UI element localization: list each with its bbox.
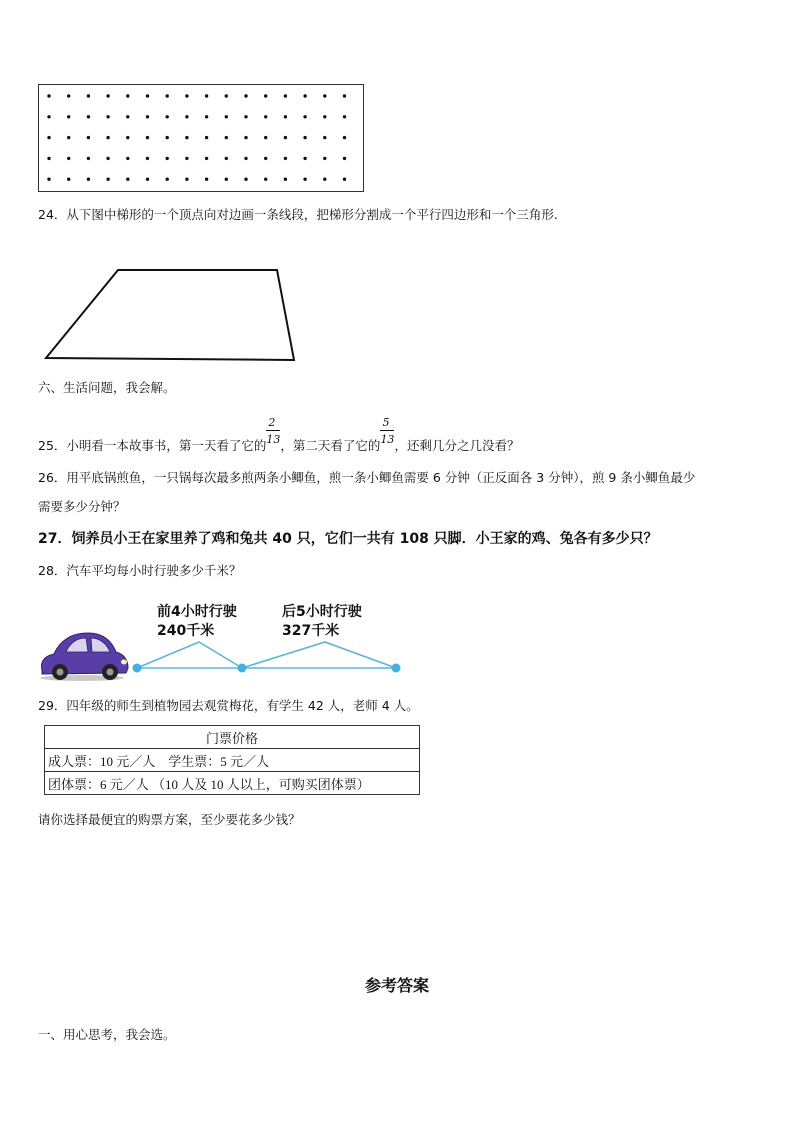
grid-dot	[185, 178, 188, 181]
answers-section-1: 一、用心思考，我会选。	[38, 1027, 176, 1042]
grid-dot	[166, 157, 169, 160]
grid-dot	[284, 94, 287, 97]
grid-dot	[225, 157, 228, 160]
question-24: 24．从下图中梯形的一个顶点向对边画一条线段，把梯形分割成一个平行四边形和一个三角形.	[38, 207, 558, 222]
fraction-numerator: 5	[382, 416, 390, 429]
route-label-text: 240千米	[157, 623, 215, 639]
grid-dot	[323, 115, 326, 118]
grid-dot	[343, 178, 346, 181]
route-dot-middle	[238, 664, 247, 673]
grid-dot	[67, 94, 70, 97]
grid-dot	[284, 157, 287, 160]
grid-dot	[205, 157, 208, 160]
dot-grid	[38, 84, 364, 192]
grid-dot	[343, 136, 346, 139]
grid-dot	[303, 178, 306, 181]
grid-dot	[146, 115, 149, 118]
grid-dot	[343, 115, 346, 118]
grid-dot	[185, 136, 188, 139]
grid-dot	[303, 136, 306, 139]
grid-dot	[146, 136, 149, 139]
ticket-table-title: 门票价格	[45, 726, 420, 749]
answers-heading: 参考答案	[364, 976, 429, 995]
section-6-heading: 六、生活问题，我会解。	[38, 380, 176, 395]
grid-dot	[67, 136, 70, 139]
grid-dot	[87, 157, 90, 160]
grid-dot	[284, 136, 287, 139]
grid-dot	[284, 178, 287, 181]
route-dot-end	[392, 664, 401, 673]
grid-dot	[303, 115, 306, 118]
ticket-price-table	[44, 725, 420, 795]
trapezoid-figure	[44, 268, 300, 364]
route-label-text: 327千米	[282, 623, 340, 639]
grid-dot	[264, 94, 267, 97]
grid-dot	[126, 94, 129, 97]
grid-dot	[67, 157, 70, 160]
fraction-denominator: 13	[266, 433, 281, 446]
grid-dot	[205, 115, 208, 118]
ticket-table-row-individual: 成人票：10 元／人 学生票：5 元／人	[45, 749, 420, 772]
grid-dot	[323, 157, 326, 160]
question-25	[38, 416, 520, 454]
grid-dot	[185, 94, 188, 97]
grid-dot	[303, 157, 306, 160]
grid-dot	[87, 94, 90, 97]
grid-dot	[106, 94, 109, 97]
grid-dot	[47, 178, 50, 181]
grid-dot	[47, 115, 50, 118]
grid-dot	[106, 178, 109, 181]
question-29: 29．四年级的师生到植物园去观赏梅花，有学生 42 人，老师 4 人。	[38, 698, 419, 713]
grid-dot	[205, 94, 208, 97]
route-diagram	[36, 626, 408, 686]
fraction-2-13	[266, 416, 281, 450]
grid-dot	[146, 157, 149, 160]
fraction-denominator: 13	[380, 433, 395, 446]
grid-dot	[67, 178, 70, 181]
route-label-text: 前4小时行驶	[157, 604, 237, 620]
grid-dot	[244, 94, 247, 97]
grid-dot	[244, 136, 247, 139]
grid-dot	[205, 136, 208, 139]
grid-dot	[225, 136, 228, 139]
grid-dot	[106, 115, 109, 118]
question-27: 27．饲养员小王在家里养了鸡和兔共 40 只，它们一共有 108 只脚．小王家的鸡、兔各有多少只？	[38, 531, 658, 547]
grid-dot	[47, 157, 50, 160]
grid-dot	[126, 157, 129, 160]
grid-dot	[323, 94, 326, 97]
grid-dot	[244, 178, 247, 181]
grid-dot	[166, 178, 169, 181]
grid-dot	[126, 115, 129, 118]
grid-dot	[166, 136, 169, 139]
grid-dot	[303, 94, 306, 97]
grid-dot	[343, 94, 346, 97]
grid-dot	[166, 115, 169, 118]
grid-dot	[323, 136, 326, 139]
grid-dot	[126, 136, 129, 139]
grid-dot	[185, 157, 188, 160]
grid-dot	[284, 115, 287, 118]
grid-dot	[244, 115, 247, 118]
grid-dot	[87, 136, 90, 139]
grid-dot	[87, 178, 90, 181]
grid-dot	[244, 157, 247, 160]
fraction-numerator: 2	[268, 416, 276, 429]
grid-dot	[264, 157, 267, 160]
route-dot-start	[133, 664, 142, 673]
ticket-table-row-group: 团体票：6 元／人 （10 人及 10 人以上，可购买团体票）	[45, 772, 420, 795]
grid-dot	[225, 178, 228, 181]
route-label-text: 后5小时行驶	[282, 604, 362, 620]
grid-dot	[323, 178, 326, 181]
grid-dot	[166, 94, 169, 97]
question-26-line-2: 需要多少分钟？	[38, 499, 126, 514]
question-29-prompt: 请你选择最便宜的购票方案，至少要花多少钱？	[38, 812, 301, 827]
grid-dot	[47, 136, 50, 139]
grid-dot	[67, 115, 70, 118]
grid-dot	[146, 94, 149, 97]
q25-text-1: 25．小明看一本故事书，第一天看了它的	[38, 438, 267, 453]
grid-dot	[126, 178, 129, 181]
grid-dot	[47, 94, 50, 97]
grid-dot	[146, 178, 149, 181]
grid-dot	[185, 115, 188, 118]
grid-dot	[225, 115, 228, 118]
q25-text-2: ，第二天看了它的	[280, 438, 381, 453]
fraction-5-13	[380, 416, 395, 450]
grid-dot	[225, 94, 228, 97]
grid-dot	[106, 136, 109, 139]
grid-dot	[264, 115, 267, 118]
route-lines	[137, 642, 396, 668]
q25-text-3: ，还剩几分之几没看？	[394, 438, 520, 453]
question-26-line-1: 26．用平底锅煎鱼，一只锅每次最多煎两条小鲫鱼，煎一条小鲫鱼需要 6 分钟（正反面各 3 分钟），煎 9 条小鲫鱼最少	[38, 470, 696, 485]
grid-dot	[264, 178, 267, 181]
grid-dot	[264, 136, 267, 139]
car-icon	[40, 633, 128, 681]
grid-dot	[343, 157, 346, 160]
grid-dot	[205, 178, 208, 181]
grid-dot	[87, 115, 90, 118]
question-28: 28．汽车平均每小时行驶多少千米？	[38, 563, 242, 578]
grid-dot	[106, 157, 109, 160]
